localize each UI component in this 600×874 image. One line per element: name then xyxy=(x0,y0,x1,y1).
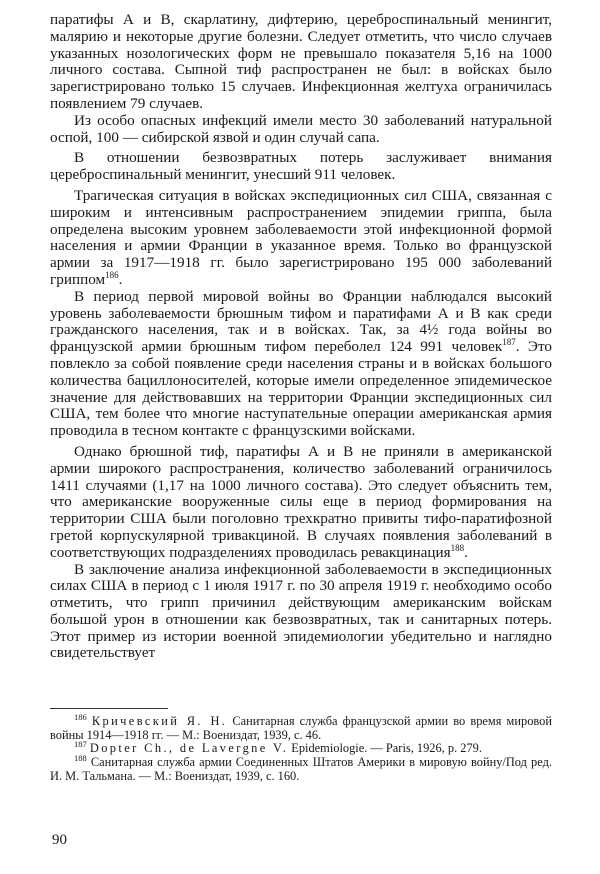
footnote xyxy=(50,712,553,742)
footnote-text: Санитарная служба французской армии во время мировой войны 1914—1918 гг. — М.: Воениздат, 1939, с. 46. xyxy=(50,714,553,742)
paragraph-text: Трагическая ситуация в войсках экспедиционных сил США, связанная с широким и интенсивным распространением эпидемии гриппа, была определена высоким уровнем заболеваемости этой инфекционной формой населения и армии Франции в указанное время. Только во французской армии за 1917—1918 гг. было зарегистрировано 195 000 заболеваний гриппом xyxy=(50,186,552,288)
paragraph-tail: . xyxy=(464,543,468,561)
paragraph: Из особо опасных инфекций имели место 30 заболеваний натуральной оспой, 100 — сибирской язвой и один случай сапа. xyxy=(50,111,552,146)
footnote-divider xyxy=(50,708,168,709)
footnote-number: 188 xyxy=(74,752,87,763)
footnote-author: Dopter Ch., de Lavergne V. xyxy=(89,741,289,756)
paragraph-tail: . xyxy=(118,270,123,288)
paragraph-text: В период первой мировой войны во Франции наблюдался высокий уровень заболеваемости брюшным тифом и паратифами А и В как среди гражданского населения, так и в войсках. Так, за 4½ года войны во французской армии брюшным тифом переболел 124 991 человек xyxy=(50,287,552,356)
footnote-number: 186 xyxy=(74,712,87,723)
page-number: 90 xyxy=(52,832,67,848)
footnote-ref: 187 xyxy=(502,337,516,348)
paragraph-text: Однако брюшной тиф, паратифы А и В не приняли в американской армии широкого распространения, количество заболеваний ограничилось 1411 случаями (1,17 на 1000 личного состава). Это следует объяснить тем, что американские вооруженные силы еще в период формирования на территории США были поголовно трехкратно привиты тифо-паратифозной гретой корпускулярной тривакциной. В случаях появления заболеваний в соответствующих подразделениях проводилась ревакцинация xyxy=(50,442,552,561)
footnote-ref: 188 xyxy=(450,542,465,553)
footnote-ref: 186 xyxy=(105,269,119,280)
paragraph-tail: . Это повлекло за собой появление среди населения страны и в войсках большого количества бациллоносителей, которые имели определенное эпидемическое значение для действовавших на территории Франции экспедиционных сил США, тем более что многие наступательные операции американская армия проводила в тесном контакте с французскими войсками. xyxy=(50,338,552,440)
paragraph xyxy=(50,444,552,562)
paragraph: В отношении безвозвратных потерь заслуживает внимания цереброспинальный менингит, унесший 911 человек. xyxy=(50,149,552,184)
paragraph xyxy=(50,289,552,440)
page-body xyxy=(50,12,552,783)
footnote-number: 187 xyxy=(74,739,87,750)
paragraph: В заключение анализа инфекционной заболеваемости в экспедиционных силах США в период с 1 июля 1917 г. по 30 апреля 1919 г. необходимо особо отметить, что грипп причинил действующим американским войскам большой урон в отношении как безвозвратных, так и санитарных потерь. Этот пример из истории военной эпидемиологии убедительно и наглядно свидетельствует xyxy=(50,560,552,662)
paragraph xyxy=(50,188,552,289)
footnote-text: Санитарная служба армии Соединенных Штатов Америки в мировую войну/Под ред. И. М. Тальмана. — М.: Воениздат, 1939, с. 160. xyxy=(50,755,552,783)
paragraph: паратифы А и В, скарлатину, дифтерию, цереброспинальный менингит, малярию и некоторые другие болезни. Следует отметить, что число случаев указанных нозологических форм не превышало показателя 5,16 на 1000 личного состава. Сыпной тиф распространен не был: в войсках было зарегистрировано только 15 случаев. Инфекционная желтуха ограничилась появлением 79 случаев. xyxy=(50,11,552,112)
footnote-author: Кричевский Я. Н. xyxy=(91,714,228,729)
footnote xyxy=(50,752,552,783)
footnote-text: Epidemiologie. — Paris, 1926, p. 279. xyxy=(288,741,482,756)
